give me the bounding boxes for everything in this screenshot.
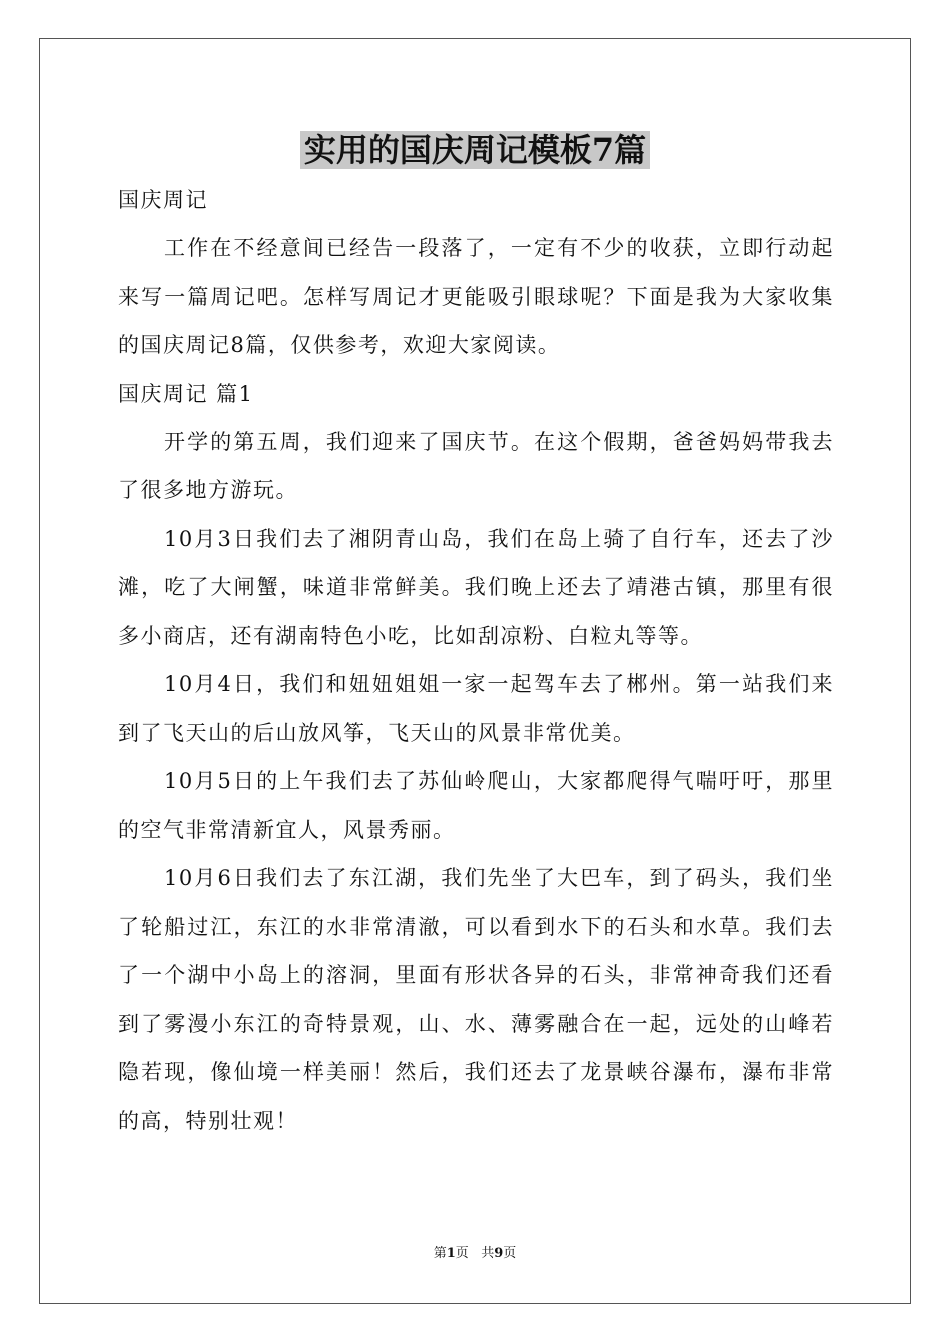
footer-total-suffix: 页 <box>503 1246 517 1261</box>
section-heading: 国庆周记 篇1 <box>118 381 254 406</box>
intro-heading: 国庆周记 <box>118 188 208 212</box>
footer-page-suffix: 页 <box>455 1246 469 1261</box>
intro-paragraph: 工作在不经意间已经告一段落了，一定有不少的收获，立即行动起来写一篇周记吧。怎样写周记才更能吸引眼球呢？下面是我为大家收集的国庆周记8篇，仅供参考，欢迎大家阅读。 <box>118 236 834 357</box>
body-paragraph: 10月6日我们去了东江湖，我们先坐了大巴车，到了码头，我们坐了轮船过江，东江的水非常清澈，可以看到水下的石头和水草。我们去了一个湖中小岛上的溶洞，里面有形状各异的石头，非常神奇我们还看到了雾漫小东江的奇特景观，山、水、薄雾融合在一起，远处的山峰若隐若现，像仙境一样美丽！然后，我们还去了龙景峡谷瀑布，瀑布非常的高，特别壮观！ <box>118 866 834 1133</box>
page-footer <box>0 1244 950 1264</box>
footer-total-prefix: 共 <box>481 1246 495 1261</box>
footer-page-total: 9 <box>494 1246 504 1261</box>
document-body <box>118 176 834 1145</box>
footer-page-prefix: 第 <box>433 1246 447 1261</box>
body-paragraph: 10月3日我们去了湘阴青山岛，我们在岛上骑了自行车，还去了沙滩，吃了大闸蟹，味道非常鲜美。我们晚上还去了靖港古镇，那里有很多小商店，还有湖南特色小吃，比如刮凉粉、白粒丸等等。 <box>118 526 834 648</box>
document-title-text: 实用的国庆周记模板7篇 <box>300 131 650 169</box>
footer-page-current: 1 <box>446 1246 456 1261</box>
document-title <box>0 124 950 176</box>
body-paragraph: 10月5日的上午我们去了苏仙岭爬山，大家都爬得气喘吁吁，那里的空气非常清新宜人，风景秀丽。 <box>118 769 834 842</box>
body-paragraph: 开学的第五周，我们迎来了国庆节。在这个假期，爸爸妈妈带我去了很多地方游玩。 <box>118 429 834 502</box>
body-paragraph: 10月4日，我们和妞妞姐姐一家一起驾车去了郴州。第一站我们来到了飞天山的后山放风筝，飞天山的风景非常优美。 <box>118 672 834 745</box>
